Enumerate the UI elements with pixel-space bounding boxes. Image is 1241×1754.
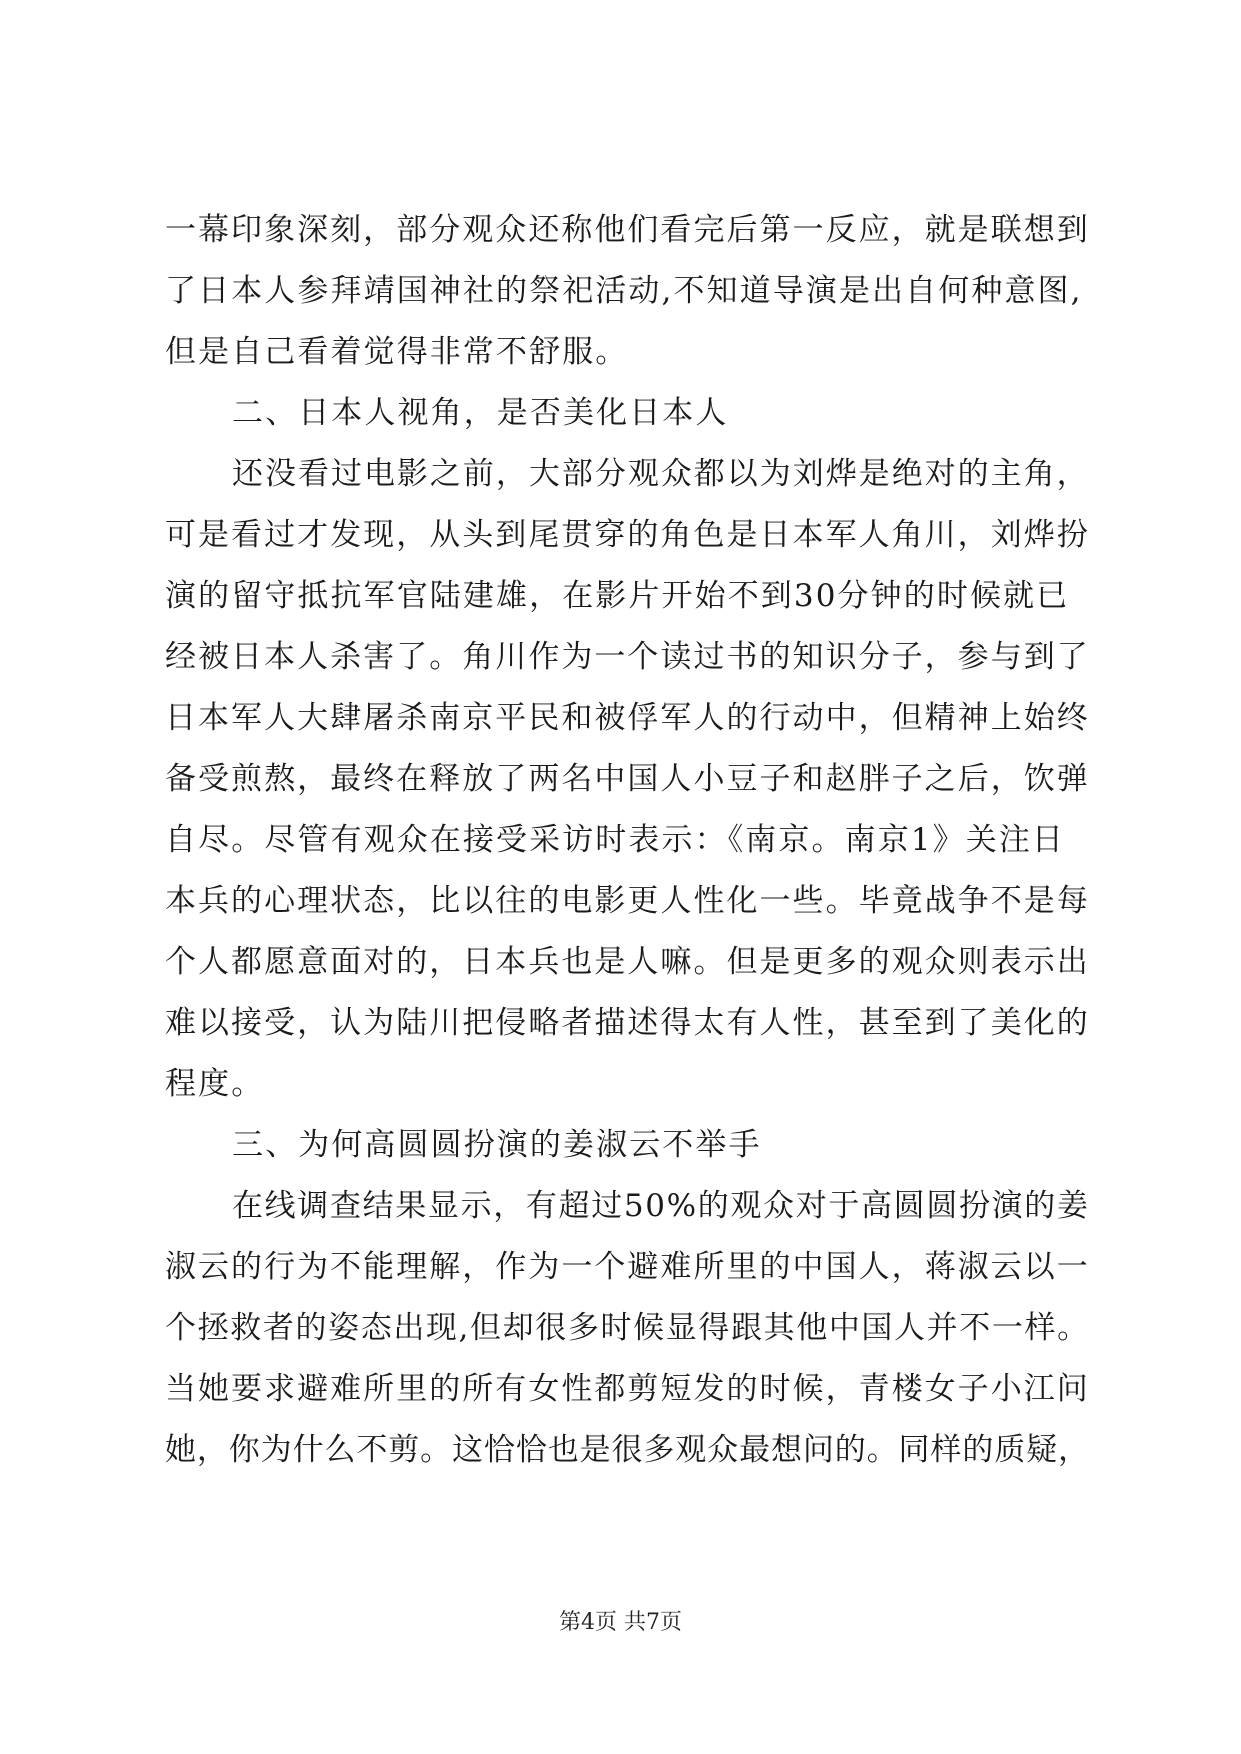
paragraph-line: 淑云的行为不能理解，作为一个避难所里的中国人，蒋淑云以一 <box>165 1249 1090 1285</box>
paragraph-line: 还没看过电影之前，大部分观众都以为刘烨是绝对的主角， <box>232 456 1090 492</box>
section-heading: 二、日本人视角，是否美化日本人 <box>232 395 729 431</box>
paragraph-line: 了日本人参拜靖国神社的祭祀活动,不知道导演是出自何种意图, <box>165 273 1083 309</box>
paragraph-line: 难以接受，认为陆川把侵略者描述得太有人性，甚至到了美化的 <box>165 1005 1090 1041</box>
paragraph-line: 自尽。尽管有观众在接受采访时表示：《南京。南京1》关注日 <box>165 822 1066 858</box>
paragraph-line: 当她要求避难所里的所有女性都剪短发的时候，青楼女子小江问 <box>165 1371 1090 1407</box>
paragraph-line: 备受煎熬，最终在释放了两名中国人小豆子和赵胖子之后，饮弹 <box>165 761 1090 797</box>
paragraph-line: 程度。 <box>165 1066 265 1102</box>
paragraph-line: 一幕印象深刻，部分观众还称他们看完后第一反应，就是联想到 <box>165 212 1090 248</box>
paragraph-line: 本兵的心理状态，比以往的电影更人性化一些。毕竟战争不是每 <box>165 883 1090 919</box>
section-heading: 三、为何高圆圆扮演的姜淑云不举手 <box>232 1127 762 1163</box>
paragraph-line: 演的留守抵抗军官陆建雄，在影片开始不到30分钟的时候就已 <box>165 578 1070 614</box>
paragraph-line: 个拯救者的姿态出现,但却很多时候显得跟其他中国人并不一样。 <box>165 1310 1090 1346</box>
paragraph-line: 她，你为什么不剪。这恰恰也是很多观众最想问的。同样的质疑， <box>165 1432 1090 1468</box>
paragraph-line: 个人都愿意面对的，日本兵也是人嘛。但是更多的观众则表示出 <box>165 944 1090 980</box>
paragraph-line: 日本军人大肆屠杀南京平民和被俘军人的行动中，但精神上始终 <box>165 700 1090 736</box>
paragraph-line: 经被日本人杀害了。角川作为一个读过书的知识分子，参与到了 <box>165 639 1090 675</box>
paragraph-line: 但是自己看着觉得非常不舒服。 <box>165 334 629 370</box>
paragraph-line: 可是看过才发现，从头到尾贯穿的角色是日本军人角川，刘烨扮 <box>165 517 1090 553</box>
paragraph-line: 在线调查结果显示，有超过50%的观众对于高圆圆扮演的姜 <box>232 1188 1090 1224</box>
page-number-footer: 第4页 共7页 <box>559 1610 682 1635</box>
